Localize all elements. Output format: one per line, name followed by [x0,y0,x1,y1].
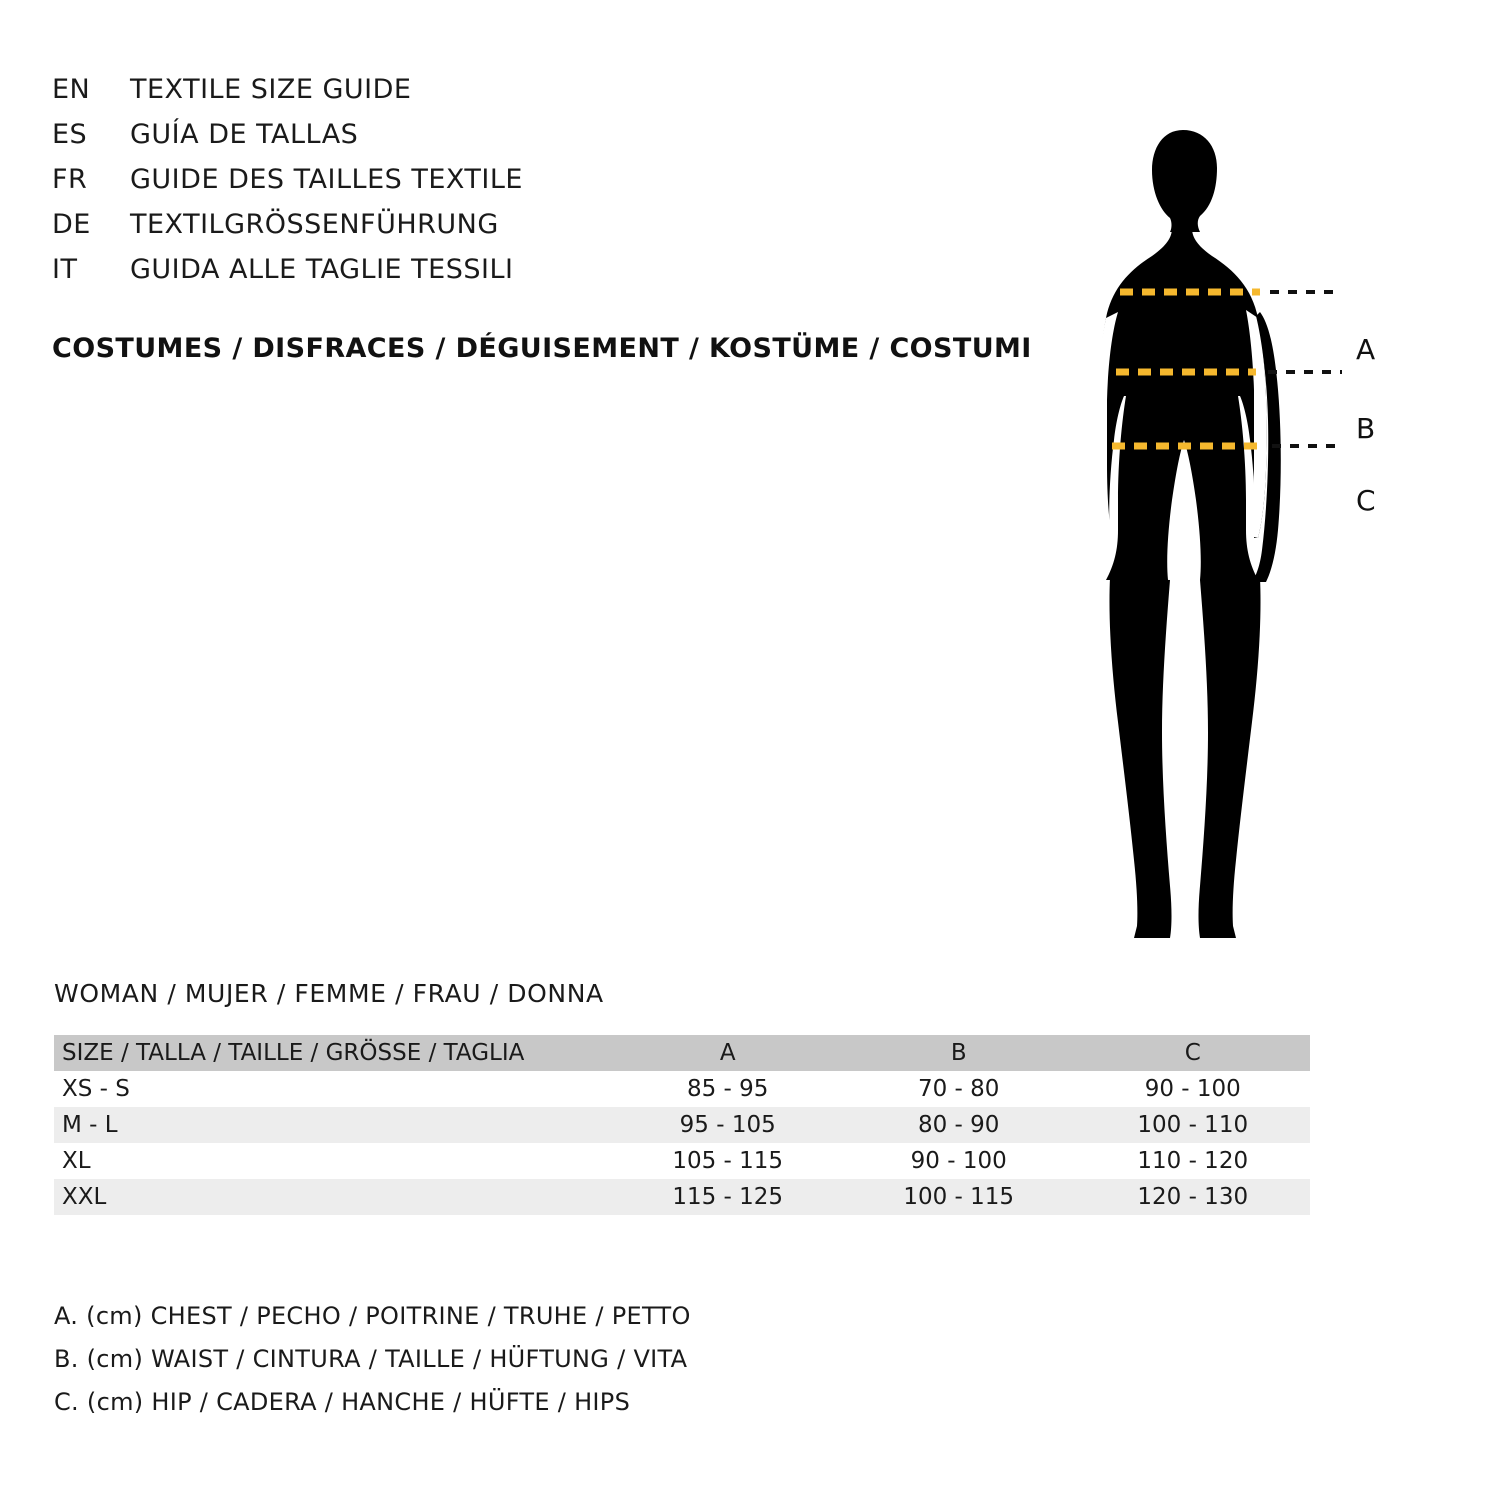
cell-b: 100 - 115 [903,1184,1015,1210]
table-header-row [54,1035,1310,1071]
language-text-en: TEXTILE SIZE GUIDE [130,74,412,105]
language-row-en [52,74,752,119]
language-text-de: TEXTILGRÖSSENFÜHRUNG [130,209,499,240]
language-text-es: GUÍA DE TALLAS [130,119,359,150]
table-row [54,1179,1310,1215]
female-silhouette-icon [1060,60,1460,940]
language-text-it: GUIDA ALLE TAGLIE TESSILI [130,254,514,285]
cell-b: 80 - 90 [917,1112,1000,1138]
language-row-it [52,254,752,299]
cell-size: XL [62,1148,91,1174]
cell-b: 70 - 80 [917,1076,1000,1102]
language-row-de [52,209,752,254]
cell-c: 110 - 120 [1137,1148,1249,1174]
table-row [54,1071,1310,1107]
legend-item-c: C. (cm) HIP / CADERA / HANCHE / HÜFTE / HIPS [54,1388,631,1416]
cell-c: 90 - 100 [1144,1076,1241,1102]
language-code-de: DE [52,209,91,240]
column-header-size: SIZE / TALLA / TAILLE / GRÖSSE / TAGLIA [62,1040,525,1066]
column-header-b: B [950,1040,967,1066]
cell-a: 85 - 95 [686,1076,769,1102]
language-code-es: ES [52,119,88,150]
column-header-c: C [1184,1040,1201,1066]
cell-c: 120 - 130 [1137,1184,1249,1210]
language-code-fr: FR [52,164,88,195]
column-header-a: A [719,1040,736,1066]
table-row [54,1143,1310,1179]
legend-item-a: A. (cm) CHEST / PECHO / POITRINE / TRUHE / PETTO [54,1302,691,1330]
language-row-es [52,119,752,164]
category-title: COSTUMES / DISFRACES / DÉGUISEMENT / KOSTÜME / COSTUMI [52,333,1032,364]
language-header-block [52,74,752,299]
callout-label-a: A [1356,333,1376,366]
legend-block [54,1295,691,1424]
cell-size: XXL [62,1184,107,1210]
language-code-it: IT [52,254,78,285]
callout-label-c: C [1356,484,1376,517]
cell-size: XS - S [62,1076,130,1102]
cell-a: 105 - 115 [672,1148,784,1174]
language-code-en: EN [52,74,91,105]
language-text-fr: GUIDE DES TAILLES TEXTILE [130,164,523,195]
cell-a: 95 - 105 [679,1112,776,1138]
callout-label-b: B [1356,412,1376,445]
cell-b: 90 - 100 [910,1148,1007,1174]
cell-size: M - L [62,1112,118,1138]
cell-a: 115 - 125 [672,1184,784,1210]
size-table [54,1035,1310,1215]
language-row-fr [52,164,752,209]
table-title: WOMAN / MUJER / FEMME / FRAU / DONNA [54,979,604,1008]
table-row [54,1107,1310,1143]
cell-c: 100 - 110 [1137,1112,1249,1138]
legend-item-b: B. (cm) WAIST / CINTURA / TAILLE / HÜFTUNG / VITA [54,1345,688,1373]
measurement-figure [1060,60,1460,940]
